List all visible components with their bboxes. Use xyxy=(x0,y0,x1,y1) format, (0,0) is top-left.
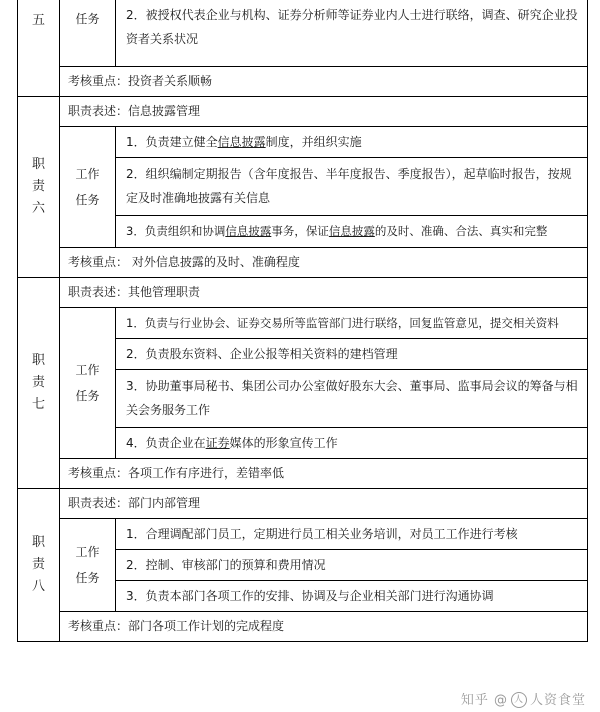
account-seal-icon: 人 xyxy=(511,692,527,708)
watermark-right: 人资食堂 xyxy=(529,692,586,708)
section-5-focus: 考核重点：投资者关系顺畅 xyxy=(60,66,588,96)
section-5-task-2: 2．被授权代表企业与机构、证券分析师等证券业内人士进行联络，调查、研究企业投资者关系状况 xyxy=(116,0,588,66)
watermark xyxy=(461,689,586,709)
section-7-task-1: 1．负责与行业协会、证券交易所等监管部门进行联络，回复监管意见，提交相关资料 xyxy=(116,307,588,338)
section-8-task-2: 2．控制、审核部门的预算和费用情况 xyxy=(116,549,588,580)
section-8-task-label: 工作 任务 xyxy=(60,518,116,611)
section-7-description: 职责表述：其他管理职责 xyxy=(60,277,588,307)
section-7-task-4: 4．负责企业在证券媒体的形象宣传工作 xyxy=(116,427,588,458)
section-7-task-3: 3．协助董事局秘书、集团公司办公室做好股东大会、董事局、监事局会议的筹备与相关会务服务工作 xyxy=(116,369,588,427)
section-8-title: 职 责 八 xyxy=(18,488,60,641)
section-8-focus: 考核重点：部门各项工作计划的完成程度 xyxy=(60,611,588,641)
section-5-task-label: 任务 xyxy=(60,0,116,66)
section-7-focus: 考核重点：各项工作有序进行，差错率低 xyxy=(60,458,588,488)
section-8-task-1: 1．合理调配部门员工，定期进行员工相关业务培训，对员工工作进行考核 xyxy=(116,518,588,549)
section-7-task-label: 工作 任务 xyxy=(60,307,116,458)
section-7-title: 职 责 七 xyxy=(18,277,60,488)
section-6-focus: 考核重点： 对外信息披露的及时、准确程度 xyxy=(60,247,588,277)
section-6-task-2: 2．组织编制定期报告（含年度报告、半年度报告、季度报告），起草临时报告，按规定及时准确地披露有关信息 xyxy=(116,157,588,215)
section-6-title: 职 责 六 xyxy=(18,96,60,277)
section-6-task-label: 工作 任务 xyxy=(60,126,116,247)
duty-table xyxy=(17,0,588,642)
section-6-description: 职责表述：信息披露管理 xyxy=(60,96,588,126)
section-6-task-1: 1．负责建立健全信息披露制度，并组织实施 xyxy=(116,126,588,157)
duty-document xyxy=(17,0,588,642)
section-8-task-3: 3．负责本部门各项工作的安排、协调及与企业相关部门进行沟通协调 xyxy=(116,580,588,611)
section-6-task-3: 3．负责组织和协调信息披露事务，保证信息披露的及时、准确、合法、真实和完整 xyxy=(116,215,588,247)
section-7-task-2: 2．负责股东资料、企业公报等相关资料的建档管理 xyxy=(116,338,588,369)
section-8-description: 职责表述：部门内部管理 xyxy=(60,488,588,518)
section-5-number: 五 xyxy=(18,0,60,96)
watermark-left: 知乎 @ xyxy=(460,692,508,708)
